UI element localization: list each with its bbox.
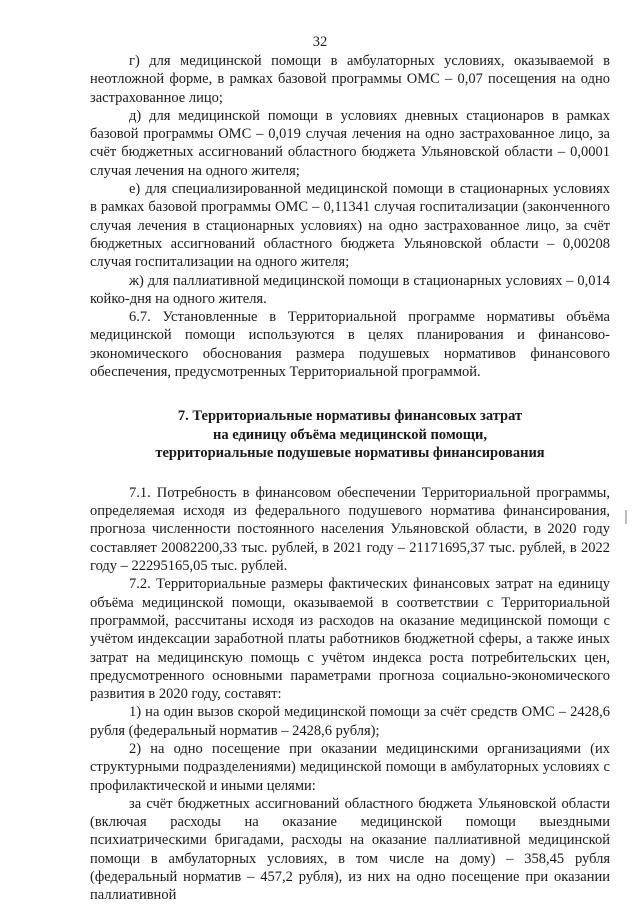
scan-edge-mark — [625, 510, 627, 524]
paragraph-zh: ж) для паллиативной медицинской помощи в стационарных условиях – 0,014 койко-дня на одного жителя. — [90, 272, 610, 307]
section-heading-line-1: 7. Территориальные нормативы финансовых затрат — [177, 408, 523, 425]
page-number: 32 — [312, 34, 328, 50]
paragraph-d: д) для медицинской помощи в условиях дневных стационаров в рамках базовой программы ОМС – 0,019 случая лечения на одно застрахованное лицо, за счёт бюджетных ассигнований областного бюджета Ульяновской области – 0,0001 случая лечения на одного жителя; — [90, 107, 610, 179]
section-heading-line-2: на единицу объёма медицинской помощи, — [213, 426, 487, 443]
paragraph-budget: за счёт бюджетных ассигнований областного бюджета Ульяновской области (включая расходы на оказание медицинской помощи выездными психиатрическими бригадами, расходы на оказание паллиативной медицинской помощи в амбулаторных условиях, в том числе на дому) – 358,45 рубля (федеральный норматив – 457,2 рубля), из них на одно посещение при оказании паллиативной — [90, 795, 610, 904]
section-heading-line-3: территориальные подушевые нормативы финансирования — [155, 445, 545, 462]
paragraph-6-7: 6.7. Установленные в Территориальной программе нормативы объёма медицинской помощи используются в целях планирования и финансово-экономического обоснования размера подушевых нормативов финансового обеспечения, предусмотренных Территориальной программой. — [90, 309, 610, 381]
paragraph-7-1: 7.1. Потребность в финансовом обеспечении Территориальной программы, определяемая исходя из федерального подушевого норматива финансирования, прогноза численности постоянного населения Ульяновской области, в 2020 году составляет 20082200,33 тыс. рублей, в 2021 году – 21171695,37 тыс. рублей, в 2022 году – 22295165,05 тыс. рублей. — [90, 484, 610, 575]
section-heading — [90, 407, 610, 463]
paragraph-7-2: 7.2. Территориальные размеры фактических финансовых затрат на единицу объёма медицинской помощи, оказываемой в соответствии с Территориальной программой, рассчитаны исходя из расходов на оказание медицинской помощи с учётом индексации заработной платы работников бюджетной сферы, а также иных затрат на медицинскую помощь с учётом индекса роста потребительских цен, предусмотренного основными параметрами прогноза социально-экономического развития в 2020 году, составят: — [90, 576, 610, 703]
paragraph-g: г) для медицинской помощи в амбулаторных условиях, оказываемой в неотложной форме, в рамках базовой программы ОМС – 0,07 посещения на одно застрахованное лицо; — [90, 53, 610, 106]
paragraph-e: е) для специализированной медицинской помощи в стационарных условиях в рамках базовой программы ОМС – 0,11341 случая госпитализации (законченного случая лечения в стационарных условиях) на одно застрахованное лицо, за счёт бюджетных ассигнований областного бюджета Ульяновской области – 0,00208 случая госпитализации на одного жителя; — [90, 181, 610, 271]
document-body — [90, 52, 610, 905]
list-item-1: 1) на один вызов скорой медицинской помощи за счёт средств ОМС – 2428,6 рубля (федеральный норматив – 2428,6 рубля); — [90, 704, 610, 739]
list-item-2: 2) на одно посещение при оказании медицинскими организациями (их структурными подразделениями) медицинской помощи в амбулаторных условиях с профилактической и иными целями: — [90, 741, 610, 794]
